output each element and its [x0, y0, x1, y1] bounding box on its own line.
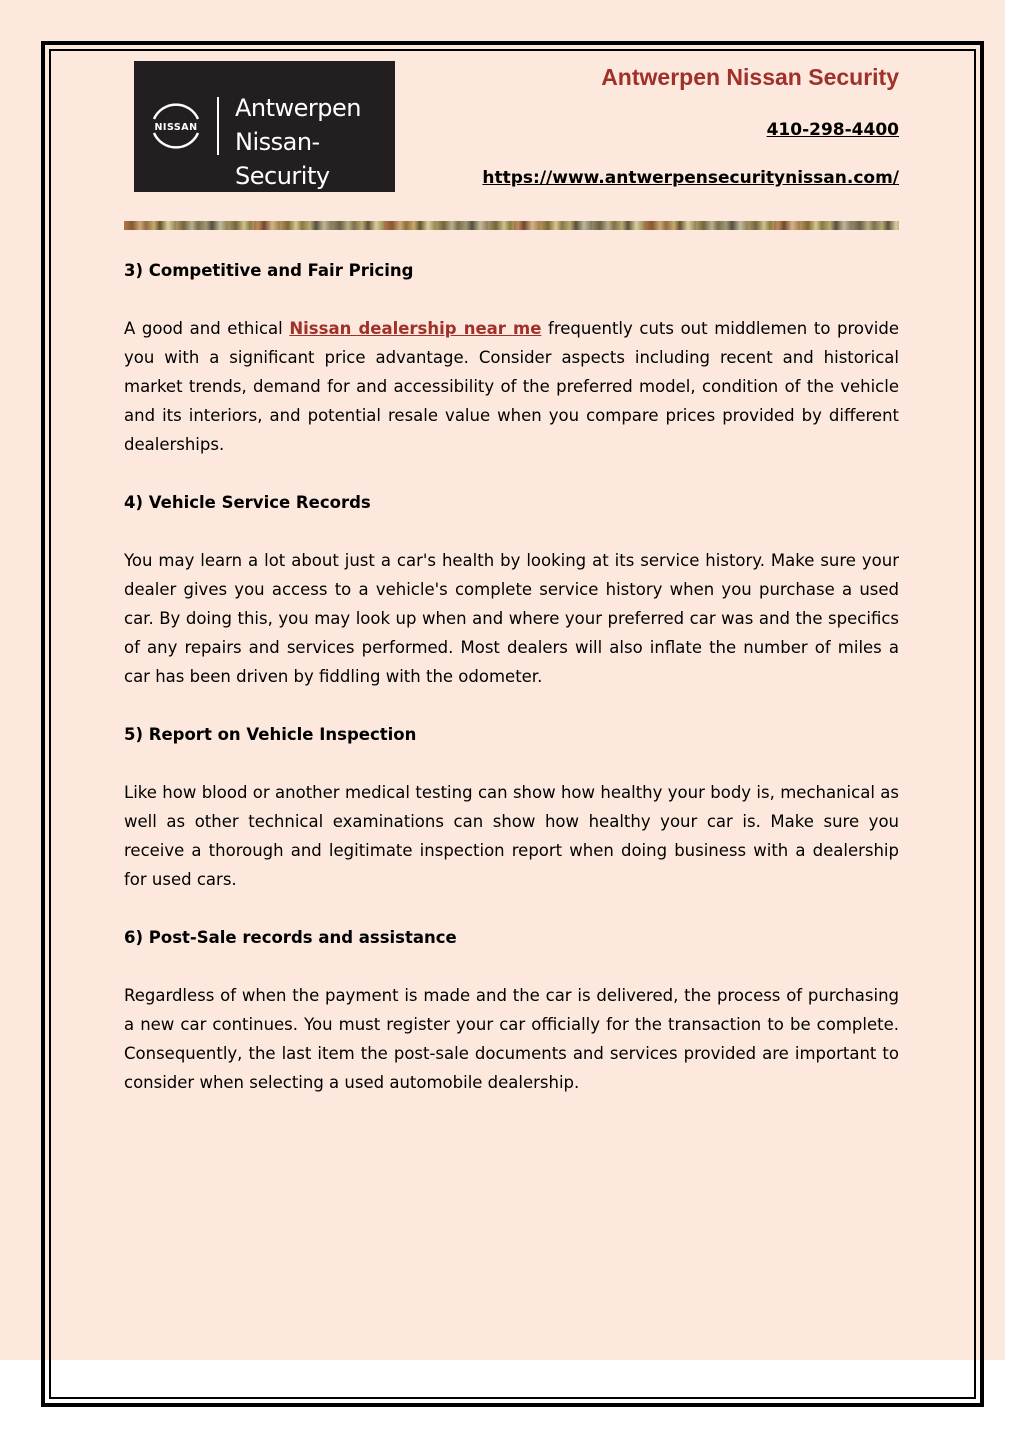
paragraph-text: A good and ethical — [124, 319, 290, 338]
company-logo — [134, 61, 395, 192]
section-pricing — [124, 256, 899, 459]
section-paragraph: You may learn a lot about just a car's health by looking at its service history. Make sure your dealer gives you access to a vehicle's complete service history when you purchase a used car. By doing this, you may look up when and where your preferred car was and the specifics of any repairs and services performed. Most dealers will also inflate the number of miles a car has been driven by fiddling with the odometer. — [124, 551, 899, 686]
section-service-records — [124, 488, 899, 691]
paragraph-text: frequently cuts out middlemen to provide you with a significant price advantage. Consider aspects including recent and historical market trends, demand for and accessibility of the preferred model, condition of the vehicle and its interiors, and potential resale value when you compare prices provided by different dealerships. — [124, 319, 899, 454]
logo-line-1: Antwerpen — [235, 94, 362, 122]
section-heading: 6) Post-Sale records and assistance — [124, 928, 457, 947]
section-post-sale — [124, 923, 899, 1097]
logo-line-2: Nissan-Security — [235, 128, 330, 190]
section-paragraph: Regardless of when the payment is made and the car is delivered, the process of purchasing a new car continues. You must register your car officially for the transaction to be complete. Consequently, the last item the post-sale documents and services provided are important to consider when selecting a used automobile dealership. — [124, 986, 899, 1092]
article-body — [124, 256, 899, 1126]
section-heading: 4) Vehicle Service Records — [124, 493, 371, 512]
section-heading: 5) Report on Vehicle Inspection — [124, 725, 417, 744]
dealership-link[interactable]: Nissan dealership near me — [289, 319, 542, 338]
section-paragraph: Like how blood or another medical testing can show how healthy your body is, mechanical as well as other technical examinations can show how healthy your car is. Make sure you receive a thorough and legitimate inspection report when doing business with a dealership for used cars. — [124, 783, 899, 889]
logo-brand-mark: NISSAN — [154, 122, 198, 133]
section-heading: 3) Competitive and Fair Pricing — [124, 261, 414, 280]
logo-wordmark — [235, 91, 395, 193]
nissan-logo-icon — [146, 91, 206, 161]
decorative-divider — [124, 221, 899, 230]
company-title: Antwerpen Nissan Security — [601, 64, 899, 90]
logo-divider — [217, 97, 219, 155]
section-inspection — [124, 720, 899, 894]
section-paragraph — [124, 314, 899, 459]
phone-link[interactable]: 410-298-4400 — [766, 120, 899, 140]
website-link[interactable]: https://www.antwerpensecuritynissan.com/ — [482, 168, 899, 188]
